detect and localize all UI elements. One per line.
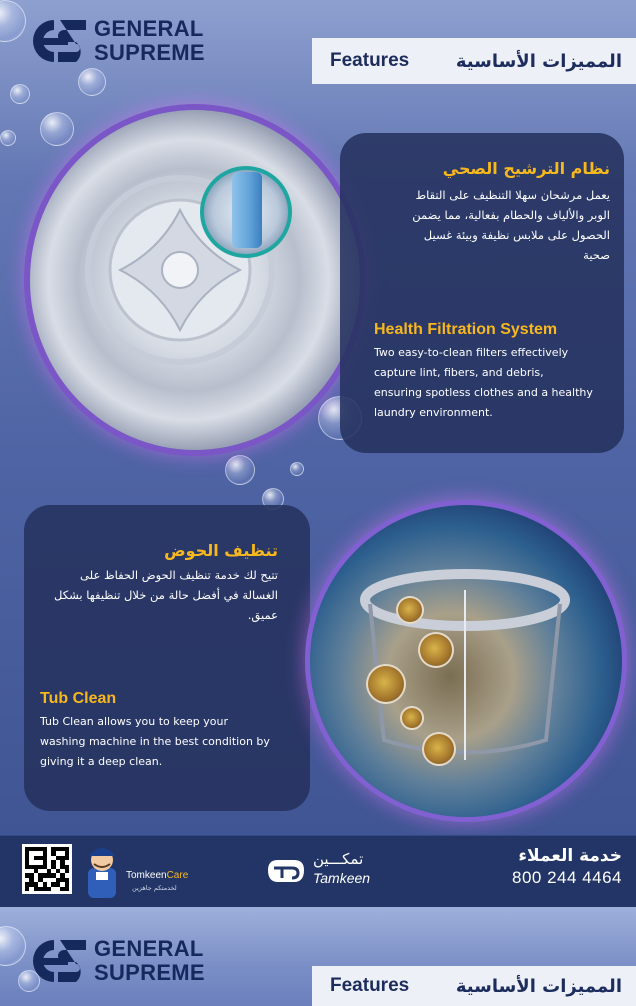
tubclean-text-en-1: Tub Clean allows you to keep your	[40, 715, 228, 728]
tubclean-text-ar-1: تتيح لك خدمة تنظيف الحوض الحفاظ على	[80, 568, 278, 582]
filtration-text-ar-3: الحصول على ملابس نظيفة وبيئة غسيل	[423, 228, 610, 242]
features-title-ar: المميزات الأساسية	[455, 50, 622, 72]
features-bar-repeat	[312, 966, 636, 1006]
germ-icon	[366, 664, 406, 704]
bubble-icon	[78, 68, 106, 96]
tamkeen-name-ar: تمكـــين	[313, 850, 364, 868]
tubclean-title-ar: تنظيف الحوض	[164, 541, 278, 560]
tubclean-text-ar-2: الغسالة في أفضل حالة من خلال تنظيفها بشكل	[54, 588, 278, 602]
technician-mascot-icon	[80, 842, 124, 900]
features-title-ar: المميزات الأساسية	[455, 975, 622, 997]
bubble-icon	[290, 462, 304, 476]
bubble-icon	[40, 112, 74, 146]
customer-service-phone[interactable]: 800 244 4464	[512, 868, 622, 887]
filtration-text-ar-2: الوبر والألياف والحطام بفعالية، مما يضمن	[412, 208, 610, 222]
care-name-part1: Tomkeen	[126, 870, 167, 881]
features-title-en: Features	[330, 975, 410, 996]
brand-line-1: GENERAL	[94, 16, 204, 41]
filtration-text-en-4: laundry environment.	[374, 406, 493, 419]
tubclean-title-en: Tub Clean	[40, 690, 117, 707]
footer-bar	[0, 835, 636, 907]
filtration-title-ar: نظام الترشيح الصحي	[442, 159, 610, 178]
tamkeen-name-en: Tamkeen	[313, 870, 371, 886]
brand-logo-repeat	[24, 934, 205, 988]
filter-cartridge-icon	[232, 172, 262, 248]
tamkeen-care-logo	[126, 870, 188, 881]
tamkeen-logo-icon	[264, 856, 308, 886]
brand-line-1: GENERAL	[94, 936, 204, 961]
filtration-panel	[340, 133, 624, 453]
tubclean-text-en-2: washing machine in the best condition by	[40, 735, 270, 748]
brand-logo	[24, 14, 205, 68]
filtration-title-en: Health Filtration System	[374, 321, 558, 338]
bubble-icon	[10, 84, 30, 104]
tubclean-text-ar-3: عميق.	[247, 608, 278, 622]
germ-icon	[396, 596, 424, 624]
brand-line-2: SUPREME	[94, 40, 205, 65]
care-tagline-ar: لخدمتكم جاهزين	[132, 884, 177, 892]
qr-code-pattern	[25, 847, 69, 891]
gs-logo-icon	[24, 14, 90, 68]
features-bar	[312, 38, 636, 84]
germ-icon	[400, 706, 424, 730]
bubble-icon	[0, 0, 26, 42]
germ-icon	[422, 732, 456, 766]
customer-service-label: خدمة العملاء	[518, 846, 622, 866]
brand-line-2: SUPREME	[94, 960, 205, 985]
tubclean-text-en-3: giving it a deep clean.	[40, 755, 163, 768]
gs-logo-icon	[24, 934, 90, 988]
filtration-text-en-3: ensuring spotless clothes and a healthy	[374, 386, 593, 399]
filtration-text-ar-4: صحية	[583, 248, 610, 262]
germ-icon	[418, 632, 454, 668]
qr-code[interactable]	[22, 844, 72, 894]
care-name-part2: Care	[166, 870, 189, 881]
filtration-text-en-1: Two easy-to-clean filters effectively	[374, 346, 569, 359]
bubble-icon	[225, 455, 255, 485]
bubble-icon	[0, 130, 16, 146]
features-title-en: Features	[330, 50, 410, 71]
filtration-text-en-2: capture lint, fibers, and debris,	[374, 366, 544, 379]
filtration-text-ar-1: يعمل مرشحان سهلا التنظيف على التقاط	[415, 188, 610, 202]
tub-clean-panel	[24, 505, 310, 811]
